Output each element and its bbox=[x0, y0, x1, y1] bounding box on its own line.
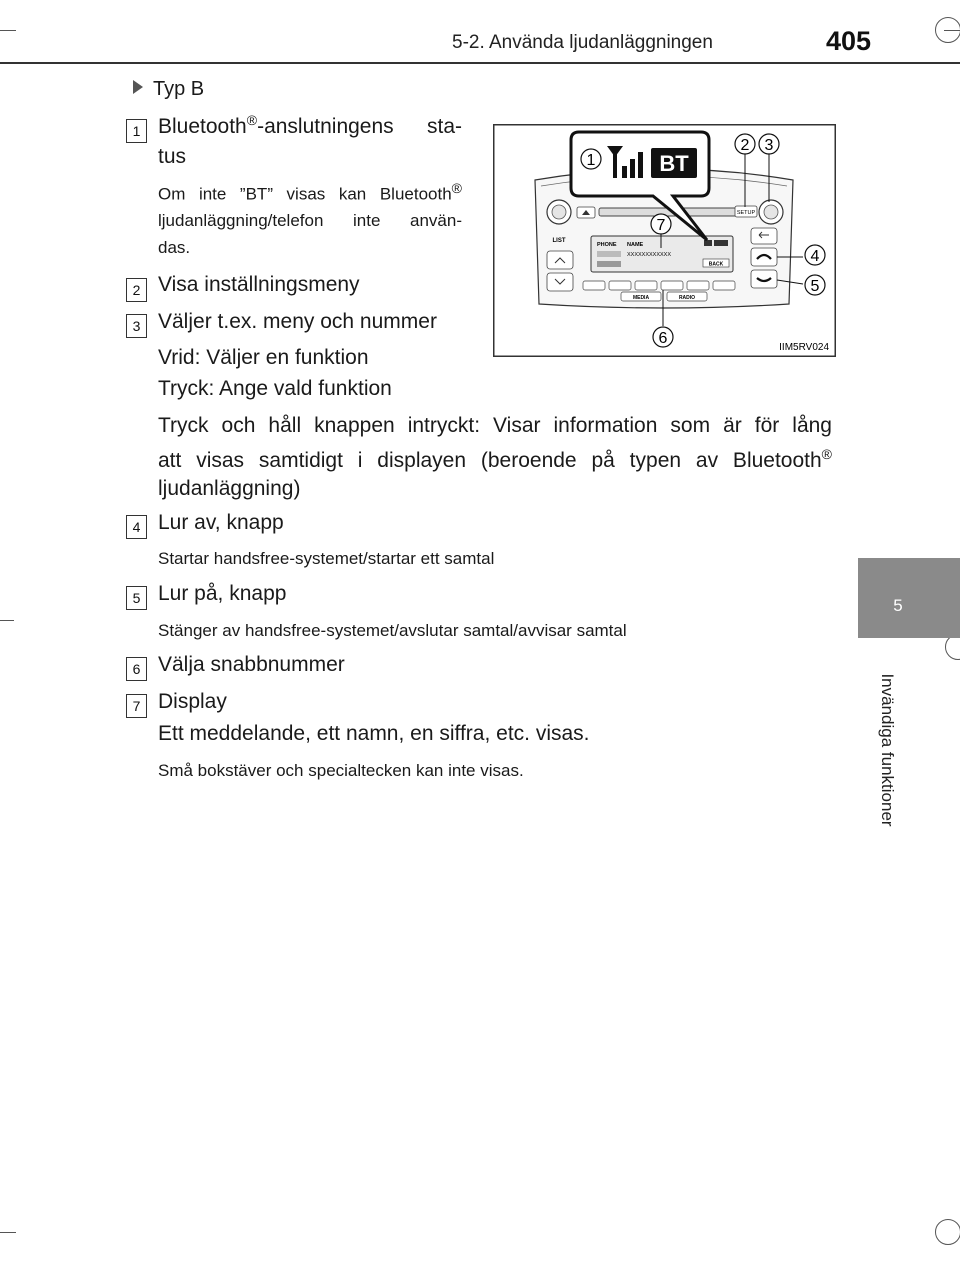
display-handset-graphic bbox=[597, 251, 621, 257]
hold-text: att visas samtidigt i displayen (beroende på typen av Bluetooth bbox=[158, 449, 822, 472]
item-number-badge: 2 bbox=[126, 278, 147, 302]
figure-code: IIM5RV024 bbox=[779, 342, 829, 353]
item-7-note: Små bokstäver och specialtecken kan inte visas. bbox=[158, 761, 524, 780]
crop-mark bbox=[0, 30, 16, 31]
media-label: MEDIA bbox=[632, 295, 650, 301]
item-7-title: Display bbox=[158, 690, 227, 713]
header-rule bbox=[0, 62, 960, 64]
item-number-badge: 6 bbox=[126, 657, 147, 681]
chapter-tab bbox=[858, 558, 960, 638]
item-3-title: Väljer t.ex. meny och nummer bbox=[158, 310, 437, 333]
up-button bbox=[547, 251, 573, 269]
signal-bar bbox=[638, 152, 643, 178]
registered-mark: ® bbox=[821, 446, 832, 462]
display-back-label: BACK bbox=[708, 261, 724, 268]
knob-center bbox=[764, 205, 778, 219]
callout-number: 1 bbox=[586, 152, 596, 169]
item-number-badge: 3 bbox=[126, 314, 147, 338]
callout-number: 2 bbox=[740, 137, 750, 154]
bt-badge-text: BT bbox=[659, 151, 689, 176]
registration-mark bbox=[935, 1219, 960, 1245]
list-label: LIST bbox=[552, 238, 566, 244]
off-hook-button bbox=[751, 248, 777, 266]
item-1-note-cont: ljudanläggning/telefon inte använ- bbox=[158, 211, 462, 230]
display-name-label: NAME bbox=[627, 242, 644, 248]
title-text: Bluetooth bbox=[158, 115, 247, 138]
down-button bbox=[547, 273, 573, 291]
crop-mark bbox=[0, 620, 14, 621]
preset-button bbox=[661, 281, 683, 290]
callout-number: 4 bbox=[810, 248, 820, 265]
on-hook-button bbox=[751, 270, 777, 288]
back-button bbox=[751, 228, 777, 244]
registered-mark: ® bbox=[246, 112, 258, 128]
item-7-desc: Ett meddelande, ett namn, en siffra, etc. visas. bbox=[158, 722, 590, 745]
item-3-hold: Tryck och håll knappen intryckt: Visar information som är för lång bbox=[158, 414, 832, 437]
radio-label: RADIO bbox=[678, 295, 696, 301]
callout-number: 3 bbox=[764, 137, 774, 154]
preset-button bbox=[635, 281, 657, 290]
display-softkey bbox=[597, 261, 621, 267]
item-1-title bbox=[158, 112, 462, 139]
callout-number: 7 bbox=[656, 217, 666, 234]
chapter-label bbox=[872, 660, 902, 840]
preset-button bbox=[609, 281, 631, 290]
signal-bar bbox=[622, 166, 627, 178]
item-4-title: Lur av, knapp bbox=[158, 511, 284, 534]
item-4-note: Startar handsfree-systemet/startar ett samtal bbox=[158, 549, 495, 568]
type-heading bbox=[133, 78, 204, 101]
note-text: Om inte ”BT” visas kan Bluetooth bbox=[158, 184, 452, 204]
display-phone-label: PHONE bbox=[597, 242, 617, 248]
title-text: -anslutningens sta- bbox=[257, 115, 462, 138]
item-1-note-end: das. bbox=[158, 238, 191, 257]
section-title: 5-2. Använda ljudanläggningen bbox=[452, 32, 713, 53]
item-number-badge: 7 bbox=[126, 694, 147, 718]
crop-mark bbox=[0, 1232, 16, 1233]
item-number-badge: 5 bbox=[126, 586, 147, 610]
item-number-badge: 4 bbox=[126, 515, 147, 539]
triangle-bullet-icon bbox=[133, 80, 143, 94]
registration-mark bbox=[935, 17, 960, 43]
chapter-number: 5 bbox=[893, 596, 903, 615]
item-3-hold-cont bbox=[158, 446, 832, 473]
chapter-label-text: Invändiga funktioner bbox=[878, 673, 897, 827]
item-number-badge: 1 bbox=[126, 119, 147, 143]
display-bt-icon bbox=[714, 240, 728, 246]
item-1-title-cont: tus bbox=[158, 145, 187, 168]
item-5-title: Lur på, knapp bbox=[158, 582, 287, 605]
setup-label: SETUP bbox=[736, 210, 756, 216]
item-6-title: Välja snabbnummer bbox=[158, 653, 345, 676]
signal-bar bbox=[630, 159, 635, 178]
item-5-note: Stänger av handsfree-systemet/avslutar samtal/avvisar samtal bbox=[158, 621, 627, 640]
registered-mark: ® bbox=[451, 180, 462, 196]
item-2-title: Visa inställningsmeny bbox=[158, 273, 360, 296]
item-3-turn: Vrid: Väljer en funktion bbox=[158, 346, 369, 369]
audio-unit-figure bbox=[493, 124, 836, 357]
preset-button bbox=[687, 281, 709, 290]
callout-number: 5 bbox=[810, 278, 820, 295]
preset-button bbox=[583, 281, 605, 290]
knob-center bbox=[552, 205, 566, 219]
item-3-push: Tryck: Ange vald funktion bbox=[158, 377, 392, 400]
display-digits: XXXXXXXXXXXX bbox=[627, 252, 672, 258]
item-1-note bbox=[158, 180, 462, 205]
callout-number: 6 bbox=[658, 330, 668, 347]
preset-button bbox=[713, 281, 735, 290]
display-signal-icon bbox=[704, 240, 712, 246]
antenna-mast bbox=[613, 154, 617, 178]
page-number: 405 bbox=[826, 26, 872, 56]
item-3-hold-end: ljudanläggning) bbox=[158, 477, 301, 500]
type-label: Typ B bbox=[153, 78, 205, 100]
